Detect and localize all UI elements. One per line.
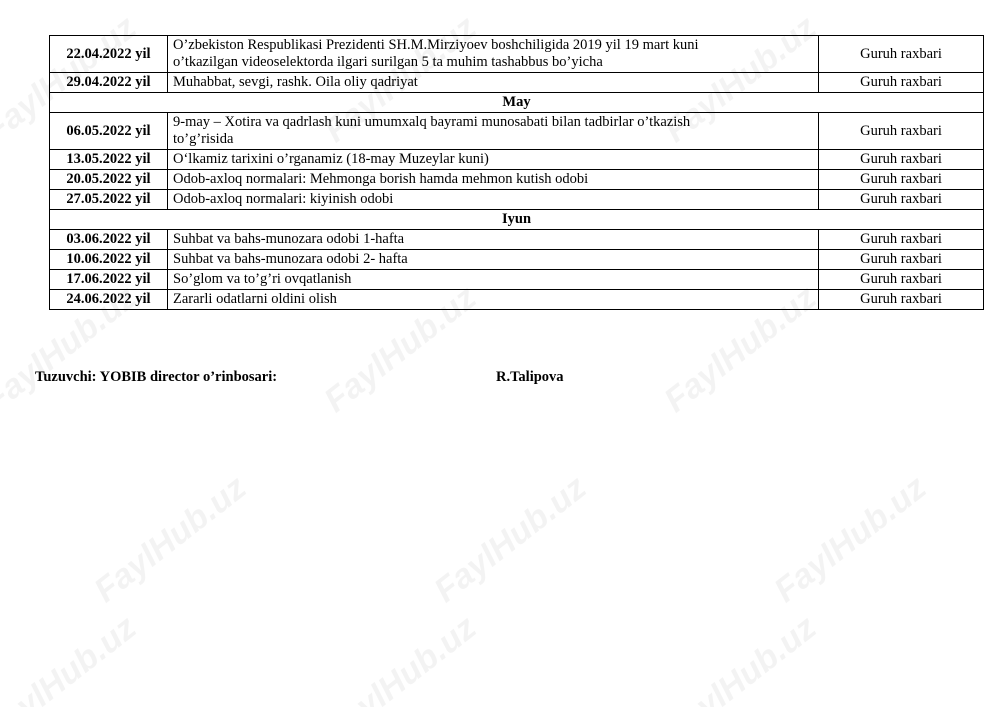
event-title <box>168 230 819 250</box>
event-title-line: Odob-axloq normalari: kiyinish odobi <box>173 191 394 207</box>
event-title-line: Zararli odatlarni oldini olish <box>173 291 337 307</box>
table-row <box>50 230 984 250</box>
responsible-person: Guruh raxbari <box>819 250 984 270</box>
event-date: 10.06.2022 yil <box>50 250 168 270</box>
responsible-person: Guruh raxbari <box>819 230 984 250</box>
table-row <box>50 36 984 73</box>
month-header-row <box>50 93 984 113</box>
event-title <box>168 270 819 290</box>
event-title <box>168 73 819 93</box>
watermark-text <box>317 608 484 707</box>
table-row <box>50 290 984 310</box>
event-title-line: O‘lkamiz tarixini o’rganamiz (18-may Muzeylar kuni) <box>173 151 489 167</box>
event-date: 03.06.2022 yil <box>50 230 168 250</box>
event-title-line: o’tkazilgan videoselektorda ilgari surilgan 5 ta muhim tashabbus bo’yicha <box>173 54 603 70</box>
event-title <box>168 190 819 210</box>
month-label: May <box>50 93 984 113</box>
event-title-line: 9-may – Xotira va qadrlash kuni umumxalq bayrami munosabati bilan tadbirlar o’tkazish <box>173 114 691 130</box>
responsible-person: Guruh raxbari <box>819 190 984 210</box>
compiler-label: Tuzuvchi: YOBIB director o’rinbosari: <box>35 369 278 385</box>
table-row <box>50 170 984 190</box>
event-date: 22.04.2022 yil <box>50 36 168 73</box>
event-title <box>168 113 819 150</box>
table-row <box>50 150 984 170</box>
event-title-line: Muhabbat, sevgi, rashk. Oila oliy qadriyat <box>173 74 418 90</box>
event-date: 24.06.2022 yil <box>50 290 168 310</box>
table-row <box>50 113 984 150</box>
table-row <box>50 73 984 93</box>
responsible-person: Guruh raxbari <box>819 113 984 150</box>
watermark-text <box>657 608 824 707</box>
event-date: 20.05.2022 yil <box>50 170 168 190</box>
event-date: 13.05.2022 yil <box>50 150 168 170</box>
watermark-text <box>767 468 934 610</box>
events-table <box>49 35 984 310</box>
responsible-person: Guruh raxbari <box>819 270 984 290</box>
watermark-text <box>87 468 254 610</box>
table-row <box>50 270 984 290</box>
event-title <box>168 150 819 170</box>
event-title-line: Odob-axloq normalari: Mehmonga borish hamda mehmon kutish odobi <box>173 171 589 187</box>
responsible-person: Guruh raxbari <box>819 73 984 93</box>
event-title <box>168 250 819 270</box>
month-label: Iyun <box>50 210 984 230</box>
responsible-person: Guruh raxbari <box>819 290 984 310</box>
month-header-row <box>50 210 984 230</box>
event-date: 06.05.2022 yil <box>50 113 168 150</box>
responsible-person: Guruh raxbari <box>819 170 984 190</box>
event-title-line: So’glom va to’g’ri ovqatlanish <box>173 271 352 287</box>
event-title <box>168 170 819 190</box>
event-date: 17.06.2022 yil <box>50 270 168 290</box>
responsible-person: Guruh raxbari <box>819 36 984 73</box>
responsible-person: Guruh raxbari <box>819 150 984 170</box>
event-title-line: O’zbekiston Respublikasi Prezidenti SH.M.Mirziyoev boshchiligida 2019 yil 19 mart kuni <box>173 37 699 53</box>
event-title <box>168 290 819 310</box>
event-date: 29.04.2022 yil <box>50 73 168 93</box>
event-title-line: Suhbat va bahs-munozara odobi 1-hafta <box>173 231 405 247</box>
compiler-name: R.Talipova <box>496 369 564 385</box>
event-title-line: to’g’risida <box>173 131 234 147</box>
event-date: 27.05.2022 yil <box>50 190 168 210</box>
table-row <box>50 190 984 210</box>
event-title-line: Suhbat va bahs-munozara odobi 2- hafta <box>173 251 408 267</box>
watermark-text <box>0 608 144 707</box>
watermark-text <box>427 468 594 610</box>
table-row <box>50 250 984 270</box>
event-title <box>168 36 819 73</box>
